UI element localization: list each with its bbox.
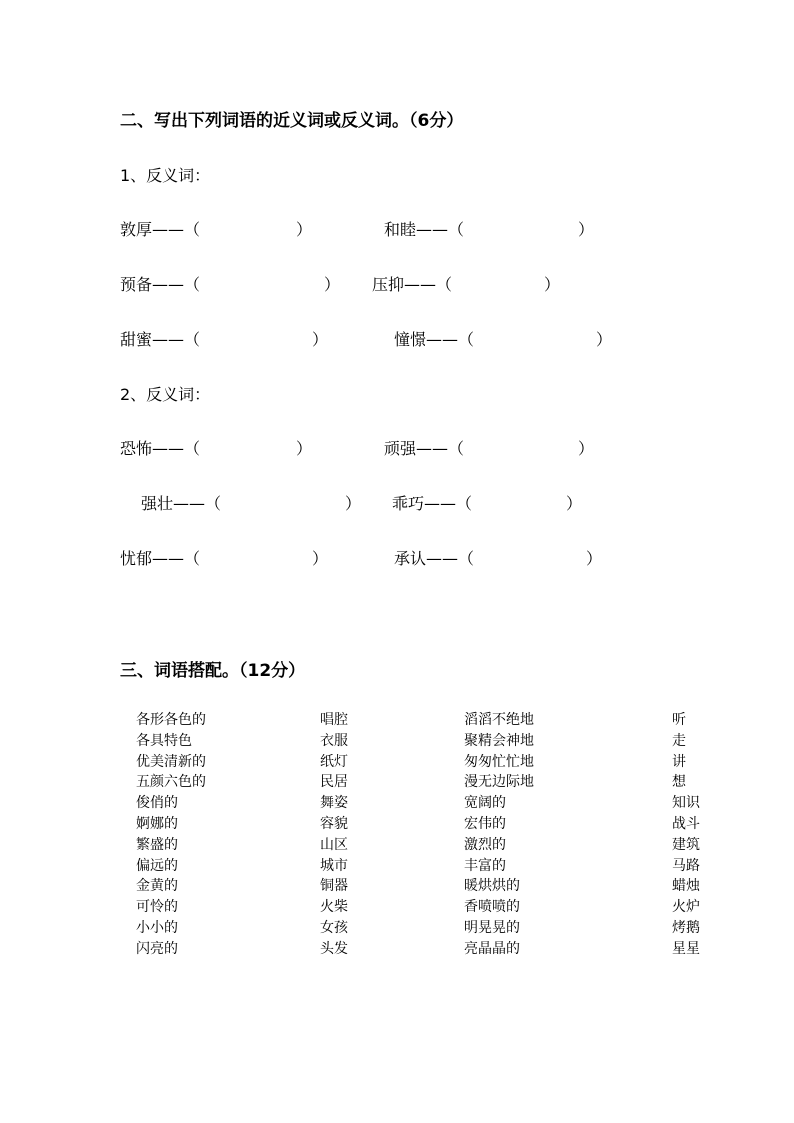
- list-item: 宽阔的: [464, 795, 506, 812]
- list-item: 暖烘烘的: [464, 878, 520, 895]
- list-item: 头发: [320, 940, 348, 957]
- word: 强壮: [141, 494, 174, 513]
- list-item: 唱腔: [320, 712, 348, 728]
- word-pair: [120, 217, 312, 240]
- close-paren: ）: [596, 330, 613, 349]
- list-item: 激烈的: [464, 836, 506, 853]
- word-pair: [141, 491, 361, 514]
- word-pair: [120, 327, 328, 350]
- list-item: 民居: [320, 774, 348, 791]
- dash-open: ——（: [416, 220, 465, 239]
- dash-open: ——（: [152, 439, 201, 458]
- list-item: 明晃晃的: [464, 919, 520, 936]
- list-item: 马路: [672, 857, 700, 874]
- list-item: 各形各色的: [136, 712, 206, 728]
- list-item: 建筑: [672, 836, 700, 853]
- list-item: 衣服: [320, 732, 348, 749]
- list-item: 战斗: [672, 815, 700, 832]
- dash-open: ——（: [404, 275, 453, 294]
- list-item: 火炉: [672, 899, 700, 916]
- list-item: 滔滔不绝地: [464, 712, 534, 728]
- list-item: 讲: [672, 753, 686, 770]
- word: 预备: [120, 275, 153, 294]
- close-paren: ）: [345, 494, 362, 513]
- word-pair: [394, 327, 612, 350]
- dash-open: ——（: [152, 275, 201, 294]
- list-item: 漫无边际地: [464, 774, 534, 791]
- list-item: 纸灯: [320, 753, 348, 770]
- match-column-2: [320, 710, 348, 960]
- list-item: 火柴: [320, 899, 348, 916]
- list-item: 宏伟的: [464, 815, 506, 832]
- dash-open: ——（: [416, 439, 465, 458]
- word-pair: [384, 436, 594, 459]
- part2-label: 2、反义词：: [120, 385, 211, 404]
- list-item: 舞姿: [320, 795, 348, 812]
- word: 承认: [394, 549, 427, 568]
- list-item: 女孩: [320, 919, 348, 936]
- word-pair: [120, 436, 312, 459]
- word-pair: [392, 491, 582, 514]
- list-item: 容貌: [320, 815, 348, 832]
- list-item: 听: [672, 712, 686, 728]
- dash-open: ——（: [152, 330, 201, 349]
- close-paren: ）: [312, 549, 329, 568]
- word-pair: [372, 272, 560, 295]
- list-item: 闪亮的: [136, 940, 178, 957]
- list-item: 亮晶晶的: [464, 940, 520, 957]
- word: 和睦: [384, 220, 417, 239]
- word-pair: [120, 272, 340, 295]
- match-column-4: [672, 710, 700, 960]
- list-item: 星星: [672, 940, 700, 957]
- list-item: 繁盛的: [136, 836, 178, 853]
- list-item: 婀娜的: [136, 815, 178, 832]
- word: 甜蜜: [120, 330, 153, 349]
- list-item: 五颜六色的: [136, 774, 206, 791]
- dash-open: ——（: [424, 494, 473, 513]
- section3-title: 三、词语搭配。（12分）: [120, 661, 306, 681]
- section2-title: 二、写出下列词语的近义词或反义词。（6分）: [120, 111, 464, 131]
- word: 憧憬: [394, 330, 427, 349]
- list-item: 优美清新的: [136, 753, 206, 770]
- word: 忧郁: [120, 549, 153, 568]
- dash-open: ——（: [426, 549, 475, 568]
- close-paren: ）: [578, 439, 595, 458]
- word-pair: [384, 217, 594, 240]
- close-paren: ）: [544, 275, 561, 294]
- word: 敦厚: [120, 220, 153, 239]
- part1-label: 1、反义词：: [120, 166, 211, 185]
- list-item: 俊俏的: [136, 795, 178, 812]
- word: 乖巧: [392, 494, 425, 513]
- list-item: 匆匆忙忙地: [464, 753, 534, 770]
- list-item: 各具特色: [136, 732, 192, 749]
- word-pair: [394, 546, 602, 569]
- word: 顽强: [384, 439, 417, 458]
- close-paren: ）: [578, 220, 595, 239]
- close-paren: ）: [296, 439, 313, 458]
- dash-open: ——（: [426, 330, 475, 349]
- close-paren: ）: [324, 275, 341, 294]
- word: 压抑: [372, 275, 405, 294]
- word: 恐怖: [120, 439, 153, 458]
- list-item: 聚精会神地: [464, 732, 534, 749]
- dash-open: ——（: [152, 220, 201, 239]
- list-item: 走: [672, 732, 686, 749]
- close-paren: ）: [312, 330, 329, 349]
- list-item: 香喷喷的: [464, 899, 520, 916]
- dash-open: ——（: [152, 549, 201, 568]
- list-item: 烤鹅: [672, 919, 700, 936]
- list-item: 蜡烛: [672, 878, 700, 895]
- close-paren: ）: [566, 494, 583, 513]
- match-column-1: [136, 710, 206, 960]
- list-item: 想: [672, 774, 686, 791]
- word-pair: [120, 546, 328, 569]
- list-item: 山区: [320, 836, 348, 853]
- close-paren: ）: [296, 220, 313, 239]
- list-item: 金黄的: [136, 878, 178, 895]
- list-item: 可怜的: [136, 899, 178, 916]
- list-item: 偏远的: [136, 857, 178, 874]
- match-column-3: [464, 710, 534, 960]
- close-paren: ）: [586, 549, 603, 568]
- list-item: 小小的: [136, 919, 178, 936]
- list-item: 铜器: [320, 878, 348, 895]
- list-item: 丰富的: [464, 857, 506, 874]
- dash-open: ——（: [173, 494, 222, 513]
- list-item: 知识: [672, 795, 700, 812]
- list-item: 城市: [320, 857, 348, 874]
